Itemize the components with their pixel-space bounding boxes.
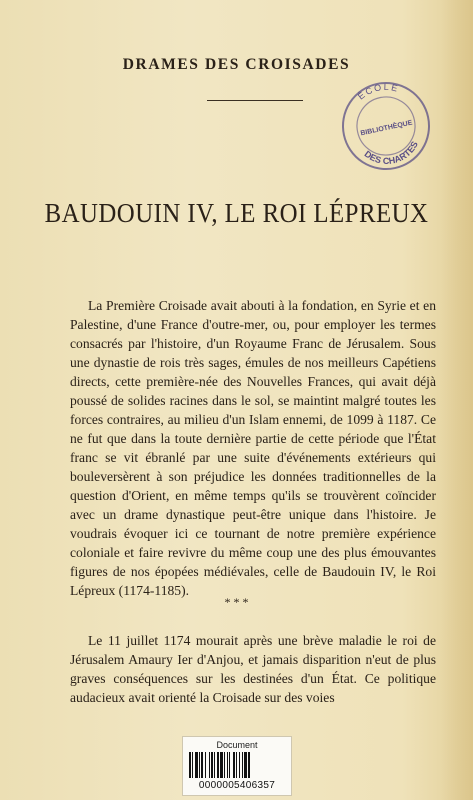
stamp-text-top: ÉCOLE [355, 81, 401, 102]
barcode-bar [248, 752, 250, 778]
paragraph-2 [70, 631, 436, 707]
barcode-bars [189, 752, 285, 778]
stamp-text-middle: BIBLIOTHÈQUE [359, 119, 414, 138]
series-title: DRAMES DES CROISADES [122, 56, 351, 73]
stamp-text-bottom: DES CHARTES [362, 139, 420, 166]
barcode-number: 0000005406357 [198, 780, 276, 791]
barcode-bar [201, 752, 203, 778]
barcode-bar [209, 752, 210, 778]
barcode-bar [220, 752, 223, 778]
barcode-bar [195, 752, 198, 778]
barcode-bar [217, 752, 219, 778]
barcode-bar [229, 752, 230, 778]
barcode-bar [205, 752, 206, 778]
barcode-bar [233, 752, 235, 778]
paragraph-2-text: Le 11 juillet 1174 mourait après une brève maladie le roi de Jérusalem Amaury Ier d'Anjou, et jamais disparition n'eut de plus graves conséquences sur les destinées d'un État. Ce politique audacieux avait orienté la Croisade sur des voies [70, 633, 436, 705]
page-edge-shading [441, 0, 473, 800]
barcode-bar [224, 752, 225, 778]
barcode-bar [199, 752, 200, 778]
barcode-bar [214, 752, 215, 778]
barcode-bar [236, 752, 237, 778]
barcode-bar [242, 752, 243, 778]
barcode-bar [239, 752, 240, 778]
barcode-bar [227, 752, 228, 778]
title-rule [207, 100, 303, 101]
section-separator: * * * [224, 595, 249, 609]
paragraph-1-text: La Première Croisade avait abouti à la fondation, en Syrie et en Palestine, d'une France d'outre-mer, ou, pour employer les termes consacrés par l'histoire, d'un Royaume Franc de Jérusalem. Sous une dynastie de rois très sages, émules de nos meilleurs Capétiens directs, cette première-née des Nouvelles Frances, qui avait déjà poussé de solides racines dans le sol, se maintint malgré toutes les forces contraires, au milieu d'un Islam ennemi, de 1099 à 1187. Ce ne fut que dans la toute dernière partie de cette période que l'État franc se vit ébranlé par une suite d'événements extérieurs qui bouleversèrent à son préjudice les données traditionnelles de la question d'Orient, en même temps qu'ils se trouvèrent coïncider avec un drame dynastique peut-être unique dans l'histoire. Je voudrais évoquer ici ce tournant de notre première expérience coloniale et faire revivre du même coup une des plus émouvantes figures de nos épopées médiévales, celle de Baudouin IV, le Roi Lépreux (1174-1185). [70, 298, 436, 598]
paragraph-1 [70, 296, 436, 600]
barcode-bar [211, 752, 213, 778]
barcode-sticker [182, 736, 292, 796]
barcode-bar [192, 752, 193, 778]
library-stamp [331, 71, 440, 180]
barcode-label: Document [216, 740, 258, 750]
barcode-bar [189, 752, 191, 778]
chapter-title: BAUDOUIN IV, LE ROI LÉPREUX [44, 198, 429, 228]
barcode-bar [244, 752, 247, 778]
